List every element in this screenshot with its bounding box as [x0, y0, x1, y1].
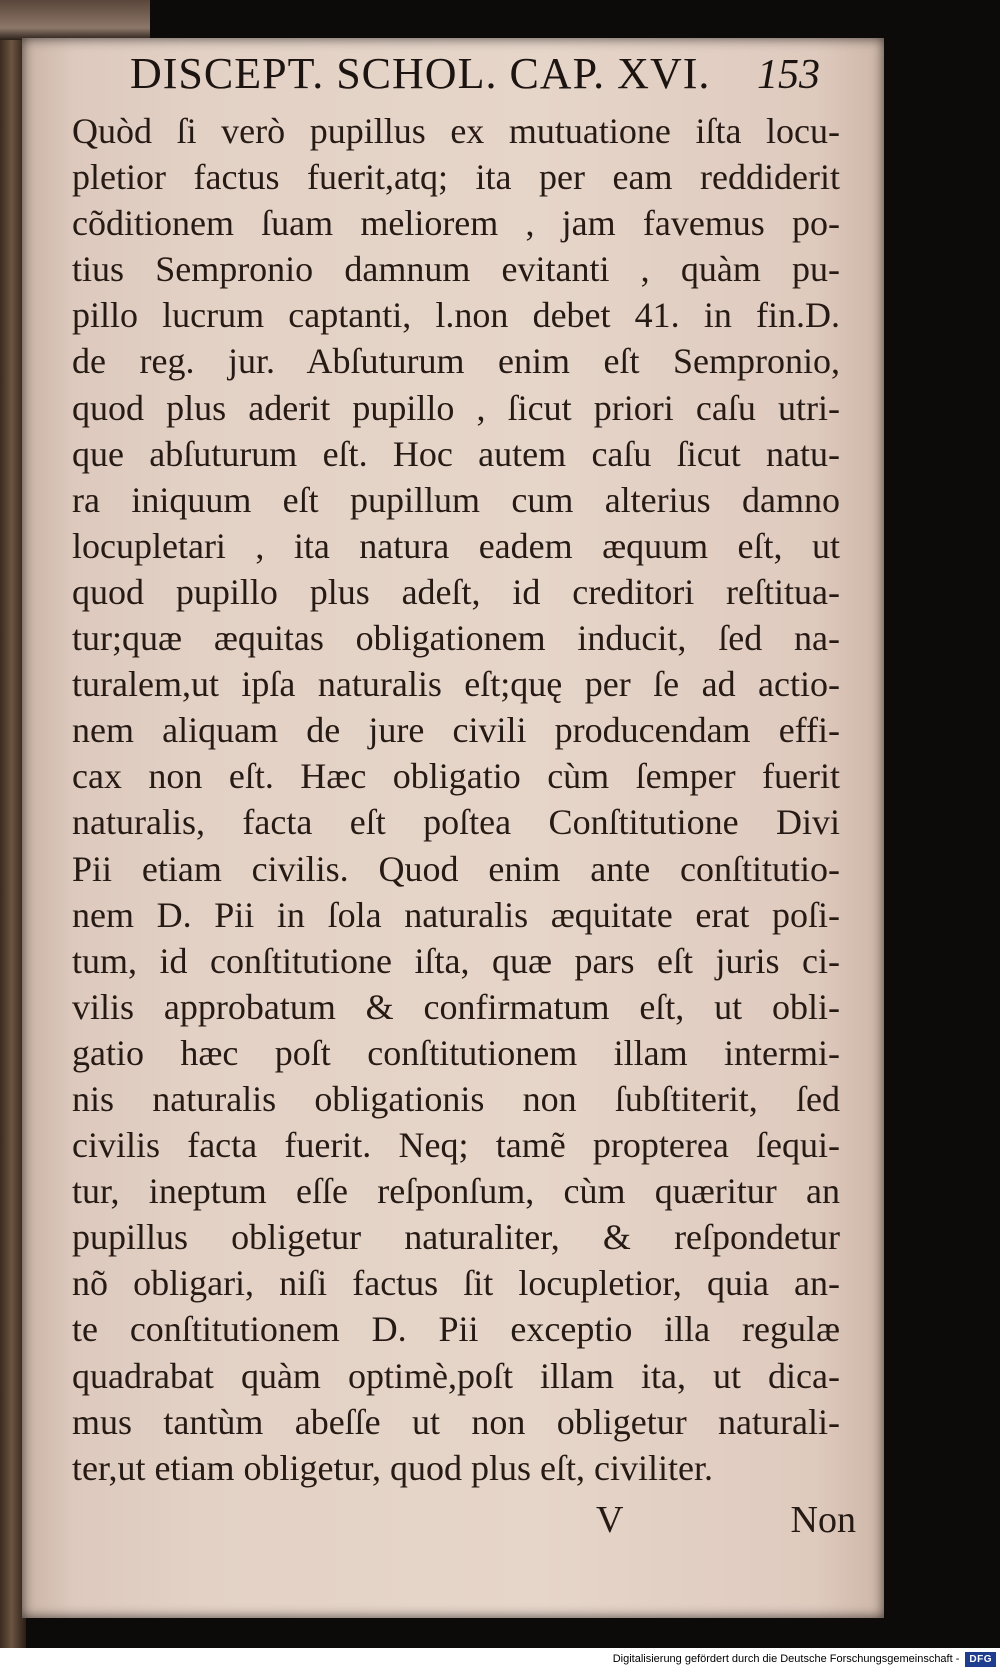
running-title: DISCEPT. SCHOL. CAP. XVI. [130, 49, 711, 98]
text-line: tur;quæ æquitas obligationem inducit, ſed na- [72, 618, 840, 659]
text-line: vilis approbatum & confirmatum eſt, ut obli- [72, 986, 840, 1027]
text-line: locupletari , ita natura eadem æquum eſt, ut [72, 525, 840, 566]
text-line: ter,ut etiam obligetur, quod plus eſt, civiliter. [72, 1447, 713, 1488]
text-line: Pii etiam civilis. Quod enim ante conſtitutio- [72, 848, 840, 889]
funding-credit: Digitalisierung gefördert durch die Deutsche Forschungsgemeinschaft - [612, 1653, 960, 1665]
binding-edge [0, 0, 150, 40]
text-line: mus tantùm abeſſe ut non obligetur naturali- [72, 1401, 840, 1442]
signature-mark: V [596, 1499, 624, 1541]
page-number: 153 [757, 52, 820, 98]
text-line: cõditionem ſuam meliorem , jam favemus po- [72, 203, 840, 244]
text-line: naturalis, facta eſt poſtea Conſtitutione Divi [72, 802, 840, 843]
text-line: pillo lucrum captanti, l.non debet 41. in fin.D. [72, 295, 840, 336]
text-line: gatio hæc poſt conſtitutionem illam intermi- [72, 1032, 840, 1073]
text-line: nem aliquam de jure civili producendam effi- [72, 710, 840, 751]
footer-bar [0, 1648, 1000, 1670]
text-line: ra iniquum eſt pupillum cum alterius damno [72, 479, 840, 520]
text-line: pletior factus fuerit,atq; ita per eam reddiderit [72, 157, 840, 198]
text-line: quod plus aderit pupillo , ſicut priori caſu utri- [72, 387, 840, 428]
text-line: tum, id conſtitutione iſta, quæ pars eſt juris ci- [72, 940, 840, 981]
text-line: tius Sempronio damnum evitanti , quàm pu- [72, 249, 840, 290]
dfg-logo: DFG [965, 1652, 996, 1667]
text-line: turalem,ut ipſa naturalis eſt;quę per ſe ad actio- [72, 664, 840, 705]
text-line: quadrabat quàm optimè,poſt illam ita, ut dica- [72, 1355, 840, 1396]
text-line: cax non eſt. Hæc obligatio cùm ſemper fuerit [72, 756, 840, 797]
text-line: te conſtitutionem D. Pii exceptio illa regulæ [72, 1309, 840, 1350]
text-line: pupillus obligetur naturaliter, & reſpondetur [72, 1217, 840, 1258]
text-line: civilis facta fuerit. Neq; tamẽ propterea ſequi- [72, 1125, 840, 1166]
body-text [72, 108, 840, 1491]
text-line: de reg. jur. Abſuturum enim eſt Sempronio, [72, 341, 840, 382]
text-line: nis naturalis obligationis non ſubſtiterit, ſed [72, 1078, 840, 1119]
running-head [130, 48, 820, 108]
text-line: nem D. Pii in ſola naturalis æquitate erat poſi- [72, 894, 840, 935]
catchword: Non [790, 1499, 856, 1541]
text-line: quod pupillo plus adeſt, id creditori reſtitua- [72, 571, 840, 612]
catchline [596, 1498, 856, 1548]
book-page [22, 38, 884, 1618]
text-line: Quòd ſi verò pupillus ex mutuatione iſta locu- [72, 111, 840, 151]
text-line: nõ obligari, niſi factus ſit locupletior, quia an- [72, 1263, 840, 1304]
text-line: que abſuturum eſt. Hoc autem caſu ſicut natu- [72, 433, 840, 474]
text-line: tur, ineptum eſſe reſponſum, cùm quæritur an [72, 1171, 840, 1212]
